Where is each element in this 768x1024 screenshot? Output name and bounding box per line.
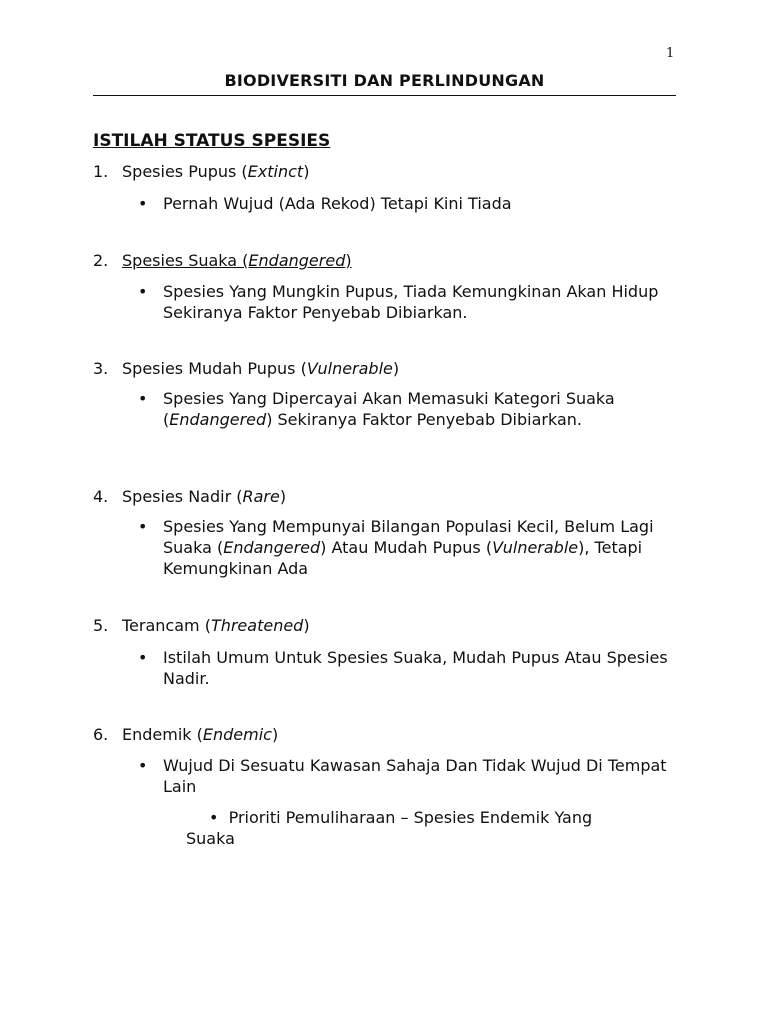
item-heading-5 [93,616,310,635]
item-term-english: Endemic [202,725,272,744]
item-term-close: ) [303,162,310,181]
bullet-text [163,388,678,430]
bullet-text-part: Prioriti Pemuliharaan – Spesies Endemik Yang Suaka [186,808,593,848]
bullet-text-part: ) Atau Mudah Pupus ( [320,538,493,557]
bullet-3-1 [138,388,678,430]
bullet-text-part: Spesies Yang Mempunyai Bilangan Populasi Kecil, Belum Lagi Suaka ( [163,517,654,557]
item-term-close: ) [303,616,310,635]
item-term: Spesies Mudah Pupus ( [122,359,307,378]
bullet-dot: • [209,808,219,827]
section-heading: ISTILAH STATUS SPESIES [93,131,331,151]
item-heading-4 [93,487,286,506]
item-number: 2. [93,251,109,270]
bullet-text-part: ), Tetapi Kemungkinan Ada [163,538,643,578]
item-term-close: ) [271,725,279,744]
bullet-6-1 [138,755,678,797]
item-number: 1. [93,162,109,181]
item-term: Spesies Suaka ( [122,251,249,270]
item-heading-1 [93,162,309,181]
bullet-text-italic: Endangered [169,410,267,429]
bullet-dot: • [138,756,148,775]
item-term: Endemik ( [122,725,203,744]
item-term-close: ) [345,251,352,270]
bullet-text: Pernah Wujud (Ada Rekod) Tetapi Kini Tiada [163,194,512,213]
bullet-text [186,807,646,849]
bullet-dot: • [138,389,148,408]
item-term-english: Vulnerable [306,359,393,378]
item-number: 6. [93,725,109,744]
item-term: Spesies Pupus ( [122,162,248,181]
bullet-dot: • [138,517,148,536]
item-term: Spesies Nadir ( [122,487,243,506]
item-term-close: ) [392,359,400,378]
item-number: 4. [93,487,109,506]
bullet-text [163,516,678,579]
item-term-underlined [122,251,352,270]
item-heading-2 [93,251,352,270]
bullet-text: Wujud Di Sesuatu Kawasan Sahaja Dan Tidak Wujud Di Tempat Lain [163,756,667,796]
item-term: Terancam ( [122,616,211,635]
item-term-english: Rare [242,487,280,506]
bullet-dot: • [138,648,148,667]
bullet-text-italic: Endangered [223,538,321,557]
bullet-5-1 [138,647,678,689]
item-term-english: Threatened [210,616,304,635]
item-term-english: Extinct [247,162,304,181]
item-number: 3. [93,359,109,378]
item-heading-3 [93,359,399,378]
title-rule [93,95,676,96]
document-title: BIODIVERSITI DAN PERLINDUNGAN [224,71,545,90]
bullet-2-1 [138,281,678,323]
item-heading-6 [93,725,278,744]
item-term-close: ) [279,487,287,506]
item-number: 5. [93,616,109,635]
bullet-text-part: ) Sekiranya Faktor Penyebab Dibiarkan. [266,410,582,429]
bullet-text-italic: Vulnerable [492,538,579,557]
item-term-english: Endangered [248,251,346,270]
sub-bullet-6-1 [186,807,646,849]
page-number: 1 [666,46,675,61]
bullet-dot: • [138,194,148,213]
bullet-text: Spesies Yang Mungkin Pupus, Tiada Kemungkinan Akan Hidup Sekiranya Faktor Penyebab Dibiarkan. [163,282,659,322]
bullet-4-1 [138,516,678,579]
bullet-text-part: Spesies Yang Dipercayai Akan Memasuki Kategori Suaka ( [163,389,615,429]
bullet-1-1 [138,193,678,214]
bullet-text: Istilah Umum Untuk Spesies Suaka, Mudah Pupus Atau Spesies Nadir. [163,648,668,688]
bullet-dot: • [138,282,148,301]
